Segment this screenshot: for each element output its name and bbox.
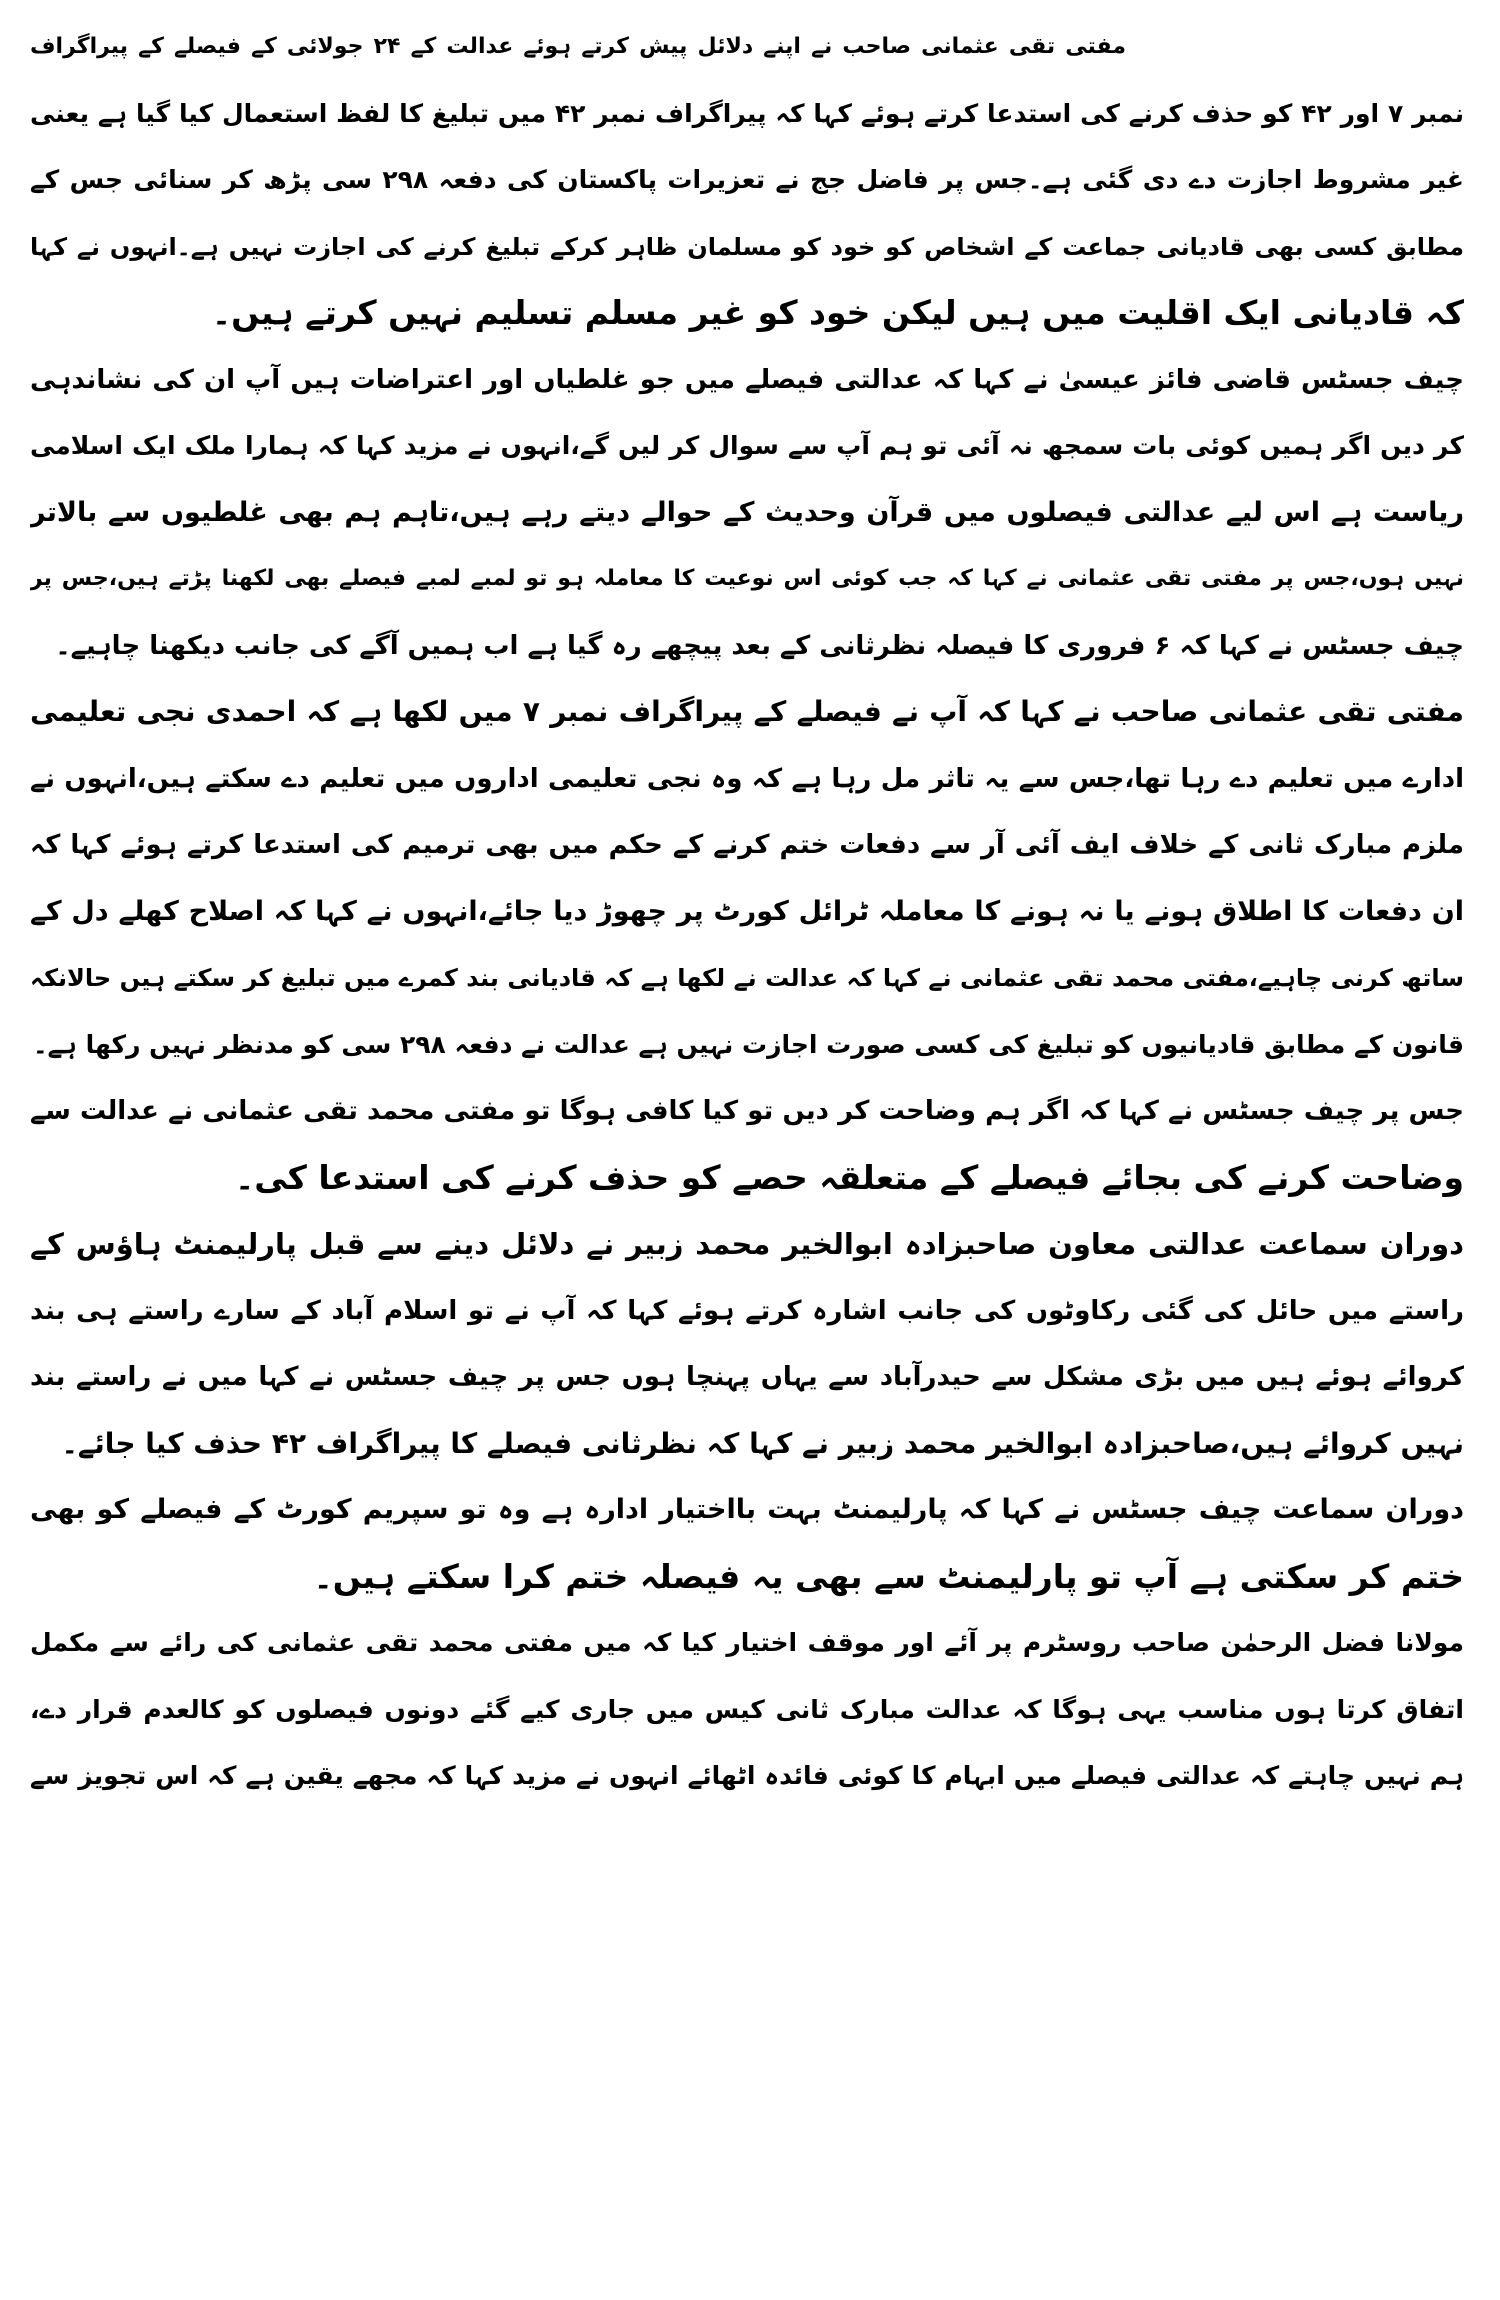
paragraph-chief-justice-remarks bbox=[30, 347, 1464, 680]
text-line: مولانا فضل الرحمٰن صاحب روسٹرم پر آئے اور موقف اختیار کیا کہ میں مفتی محمد تقی عثمانی کی رائے سے مکمل bbox=[30, 1628, 1464, 1657]
text-line: چیف جسٹس نے کہا کہ ۶ فروری کا فیصلہ نظرثانی کے بعد پیچھے رہ گیا ہے اب ہمیں آگے کی جانب دیکھنا چاہیے۔ bbox=[55, 630, 1464, 661]
text-line: نہیں کروائے ہیں،صاحبزادہ ابوالخیر محمد زبیر نے کہا کہ نظرثانی فیصلے کا پیراگراف ۴۲ حذف کیا جائے۔ bbox=[61, 1426, 1464, 1460]
text-line: ریاست ہے اس لیے عدالتی فیصلوں میں قرآن وحدیث کے حوالے دیتے رہے ہیں،تاہم ہم بھی غلطیوں سے بالاتر bbox=[30, 496, 1464, 528]
text-line: غیر مشروط اجازت دے دی گئی ہے۔جس پر فاضل جج نے تعزیرات پاکستان کی دفعہ ۲۹۸ سی پڑھ کر سنائی جس کے bbox=[30, 165, 1464, 194]
text-line: مفتی تقی عثمانی صاحب نے کہا کہ آپ نے فیصلے کے پیراگراف نمبر ۷ میں لکھا ہے کہ احمدی نجی تعلیمی bbox=[30, 695, 1464, 728]
text-line: ان دفعات کا اطلاق ہونے یا نہ ہونے کا معاملہ ٹرائل کورٹ پر چھوڑ دیا جائے،انہوں نے کہا کہ اصلاح کھلے دل کے bbox=[30, 895, 1464, 927]
paragraph-taqi-usmani-arguments bbox=[30, 14, 1464, 347]
text-line: چیف جسٹس قاضی فائز عیسیٰ نے کہا کہ عدالتی فیصلے میں جو غلطیاں اور اعتراضات ہیں آپ ان کی نشاندہی bbox=[30, 364, 1464, 395]
text-line: مطابق کسی بھی قادیانی جماعت کے اشخاص کو خود کو مسلمان ظاہر کرکے تبلیغ کرنے کی اجازت نہیں ہے۔انہوں نے کہا bbox=[30, 232, 1464, 261]
text-line: قانون کے مطابق قادیانیوں کو تبلیغ کی کسی صورت اجازت نہیں ہے عدالت نے دفعہ ۲۹۸ سی کو مدنظر نہیں رکھا ہے۔ bbox=[32, 1029, 1464, 1059]
text-line: نمبر ۷ اور ۴۲ کو حذف کرنے کی استدعا کرتے ہوئے کہا کہ پیراگراف نمبر ۴۲ میں تبلیغ کا لفظ استعمال کیا گیا ہے یعنی bbox=[30, 98, 1464, 128]
paragraph-paragraph-seven bbox=[30, 679, 1464, 1078]
text-line: دوران سماعت چیف جسٹس نے کہا کہ پارلیمنٹ بہت بااختیار ادارہ ہے وہ تو سپریم کورٹ کے فیصلے کو بھی bbox=[30, 1494, 1464, 1525]
text-line: ہم نہیں چاہتے کہ عدالتی فیصلے میں ابہام کا کوئی فائدہ اٹھائے انہوں نے مزید کہا کہ مجھے یقین ہے کہ اس تجویز سے bbox=[30, 1761, 1464, 1790]
text-line: ساتھ کرنی چاہیے،مفتی محمد تقی عثمانی نے کہا کہ عدالت نے لکھا ہے کہ قادیانی بند کمرے میں تبلیغ کر سکتے ہیں حالانکہ bbox=[30, 964, 1464, 992]
paragraph-court-assistant bbox=[30, 1211, 1464, 1477]
text-line: مفتی تقی عثمانی صاحب نے اپنے دلائل پیش کرتے ہوئے عدالت کے ۲۴ جولائی کے فیصلے کے پیراگراف bbox=[30, 34, 1126, 59]
text-line: کروائے ہوئے ہیں میں بڑی مشکل سے حیدرآباد سے یہاں پہنچا ہوں جس پر چیف جسٹس نے کہا میں نے راستے بند bbox=[30, 1362, 1464, 1392]
paragraph-fazlur-rehman bbox=[30, 1610, 1464, 1810]
text-line: نہیں ہوں،جس پر مفتی تقی عثمانی نے کہا کہ جب کوئی اس نوعیت کا معاملہ ہو تو لمبے لمبے فیصلے بھی لکھنا پڑتے ہیں،جس پر bbox=[30, 566, 1464, 591]
text-line: دوران سماعت عدالتی معاون صاحبزادہ ابوالخیر محمد زبیر نے دلائل دینے سے قبل پارلیمنٹ ہاؤس کے bbox=[30, 1227, 1464, 1261]
text-line: اتفاق کرتا ہوں مناسب یہی ہوگا کہ عدالت مبارک ثانی کیس میں جاری کیے گئے دونوں فیصلوں کو کالعدم قرار دے، bbox=[30, 1694, 1464, 1724]
text-line: راستے میں حائل کی گئی رکاوٹوں کی جانب اشارہ کرتے ہوئے کہا کہ آپ نے تو اسلام آباد کے سارے راستے ہی بند bbox=[30, 1295, 1464, 1326]
text-line: جس پر چیف جسٹس نے کہا کہ اگر ہم وضاحت کر دیں تو کیا کافی ہوگا تو مفتی محمد تقی عثمانی نے عدالت سے bbox=[30, 1096, 1464, 1126]
paragraph-clarification bbox=[30, 1078, 1464, 1211]
text-line: وضاحت کرنے کی بجائے فیصلے کے متعلقہ حصے کو حذف کرنے کی استدعا کی۔ bbox=[234, 1157, 1464, 1197]
text-line: ادارے میں تعلیم دے رہا تھا،جس سے یہ تاثر مل رہا ہے کہ وہ نجی تعلیمی اداروں میں تعلیم دے سکتے ہیں،انہوں نے bbox=[30, 763, 1464, 794]
text-line: کہ قادیانی ایک اقلیت میں ہیں لیکن خود کو غیر مسلم تسلیم نہیں کرتے ہیں۔ bbox=[211, 293, 1464, 332]
text-line: ختم کر سکتی ہے آپ تو پارلیمنٹ سے بھی یہ فیصلہ ختم کرا سکتے ہیں۔ bbox=[313, 1556, 1464, 1596]
text-line: کر دیں اگر ہمیں کوئی بات سمجھ نہ آئی تو ہم آپ سے سوال کر لیں گے،انہوں نے مزید کہا کہ ہمارا ملک ایک اسلامی bbox=[30, 431, 1464, 460]
paragraph-parliament bbox=[30, 1477, 1464, 1610]
text-line: ملزم مبارک ثانی کے خلاف ایف آئی آر سے دفعات ختم کرنے کے حکم میں بھی ترمیم کی استدعا کرتے ہوئے کہا کہ bbox=[30, 830, 1464, 860]
